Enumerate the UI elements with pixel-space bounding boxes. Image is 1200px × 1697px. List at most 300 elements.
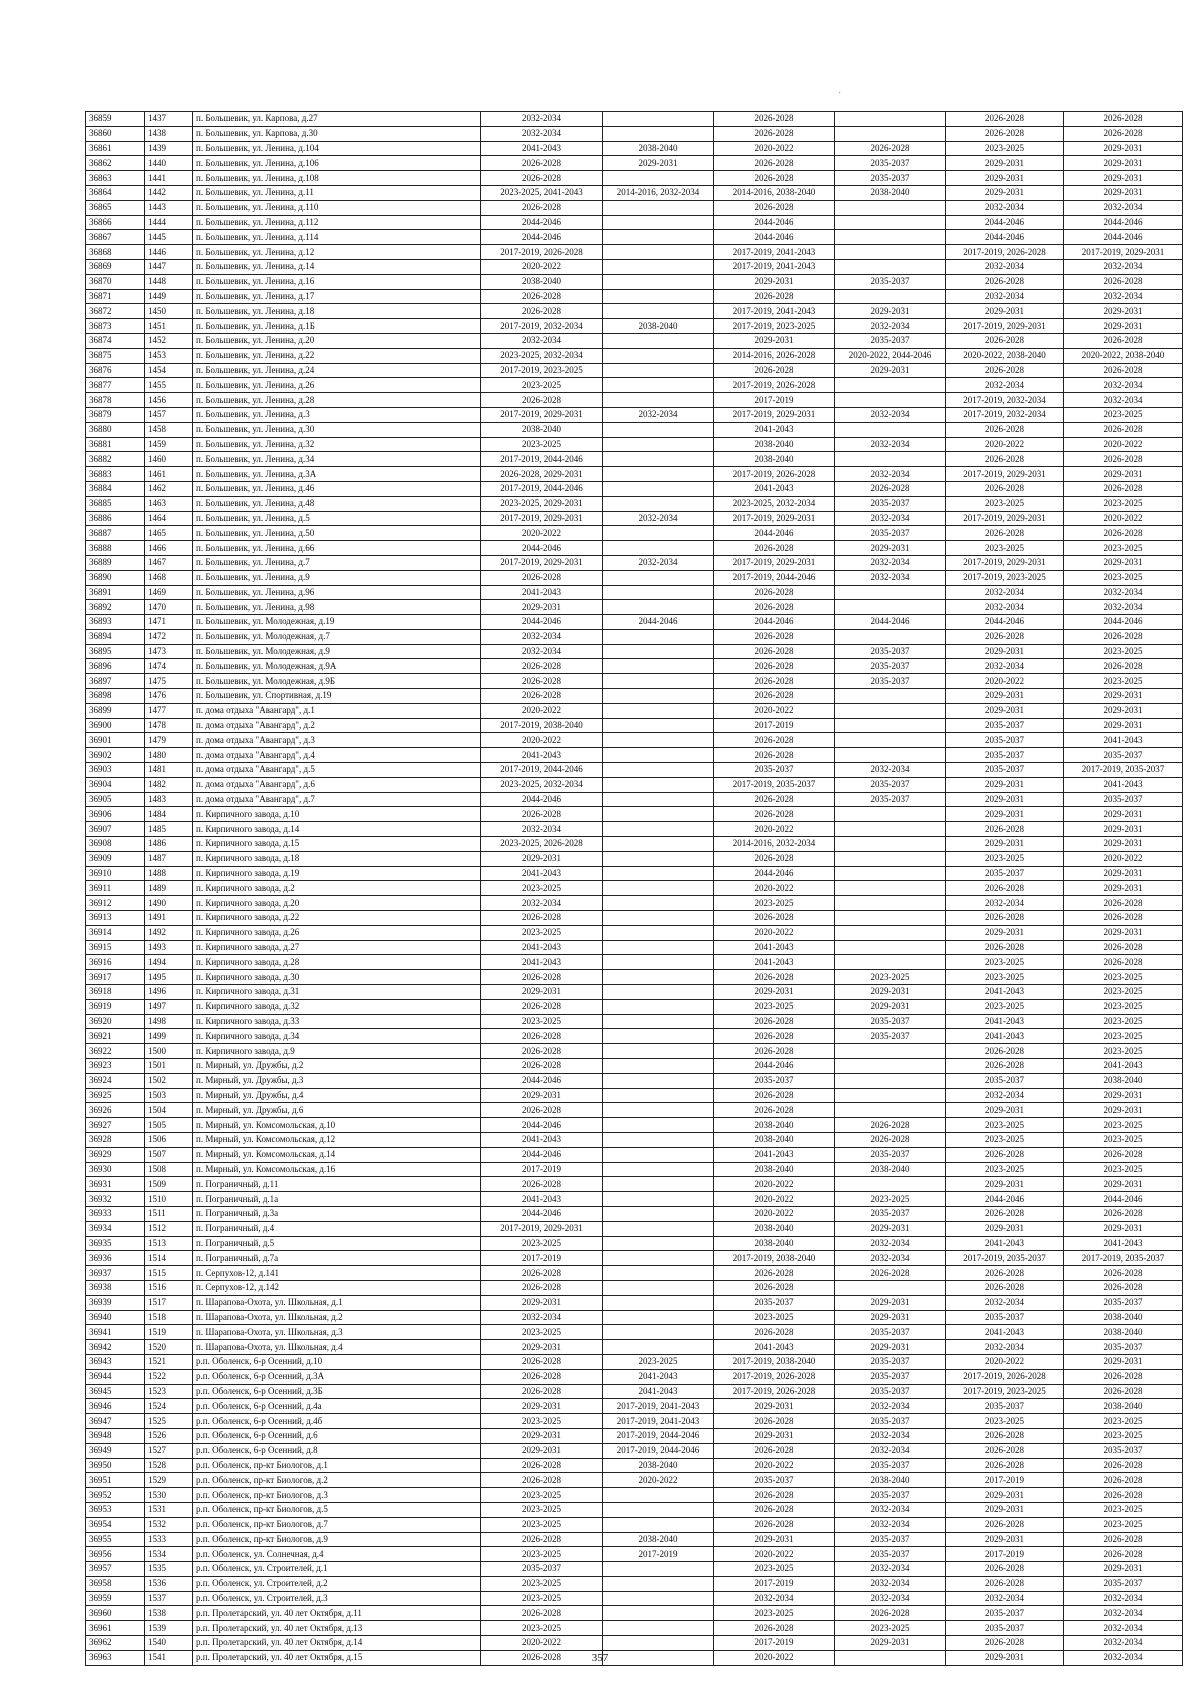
address-cell: п. Большевик, ул. Ленина, д.46 — [193, 481, 481, 496]
period-2-cell — [603, 1162, 714, 1177]
address-cell: п. Большевик, ул. Молодежная, д.7 — [193, 629, 481, 644]
seq-number-cell: 1526 — [145, 1428, 193, 1443]
period-6-cell: 2032-2034 — [1064, 1621, 1183, 1636]
row-id-cell: 36943 — [86, 1354, 145, 1369]
period-6-cell: 2026-2028 — [1064, 955, 1183, 970]
table-row — [86, 1443, 1183, 1458]
period-5-cell: 2023-2025 — [946, 1414, 1064, 1429]
period-1-cell: 2038-2040 — [481, 274, 603, 289]
period-1-cell: 2026-2028 — [481, 156, 603, 171]
table-row — [86, 1103, 1183, 1118]
seq-number-cell: 1511 — [145, 1206, 193, 1221]
seq-number-cell: 1512 — [145, 1221, 193, 1236]
table-row — [86, 615, 1183, 630]
table-row — [86, 911, 1183, 926]
period-2-cell: 2017-2019, 2041-2043 — [603, 1399, 714, 1414]
period-6-cell: 2023-2025 — [1064, 985, 1183, 1000]
period-1-cell: 2020-2022 — [481, 703, 603, 718]
period-1-cell: 2035-2037 — [481, 1562, 603, 1577]
period-5-cell: 2017-2019, 2032-2034 — [946, 407, 1064, 422]
period-1-cell: 2032-2034 — [481, 896, 603, 911]
table-row — [86, 496, 1183, 511]
period-5-cell: 2026-2028 — [946, 363, 1064, 378]
table-row — [86, 1547, 1183, 1562]
period-2-cell — [603, 674, 714, 689]
table-row — [86, 141, 1183, 156]
row-id-cell: 36863 — [86, 171, 145, 186]
period-3-cell: 2020-2022 — [714, 1650, 835, 1665]
seq-number-cell: 1531 — [145, 1502, 193, 1517]
period-3-cell: 2041-2043 — [714, 422, 835, 437]
table-row — [86, 274, 1183, 289]
period-1-cell: 2023-2025 — [481, 1576, 603, 1591]
period-6-cell: 2026-2028 — [1064, 363, 1183, 378]
row-id-cell: 36888 — [86, 541, 145, 556]
period-4-cell — [835, 955, 946, 970]
table-row — [86, 866, 1183, 881]
period-5-cell: 2023-2025 — [946, 1162, 1064, 1177]
table-row — [86, 807, 1183, 822]
period-6-cell: 2023-2025 — [1064, 496, 1183, 511]
seq-number-cell: 1520 — [145, 1340, 193, 1355]
row-id-cell: 36890 — [86, 570, 145, 585]
period-6-cell: 2029-2031 — [1064, 866, 1183, 881]
period-1-cell: 2026-2028 — [481, 1532, 603, 1547]
period-1-cell: 2023-2025 — [481, 1621, 603, 1636]
period-3-cell: 2038-2040 — [714, 452, 835, 467]
period-5-cell: 2029-2031 — [946, 792, 1064, 807]
table-row — [86, 733, 1183, 748]
address-cell: п. Большевик, ул. Ленина, д.18 — [193, 304, 481, 319]
period-6-cell: 2032-2034 — [1064, 1636, 1183, 1651]
table-row — [86, 703, 1183, 718]
period-4-cell: 2032-2034 — [835, 1576, 946, 1591]
period-1-cell: 2017-2019, 2038-2040 — [481, 718, 603, 733]
table-row — [86, 1014, 1183, 1029]
address-cell: п. Шарапова-Охота, ул. Школьная, д.3 — [193, 1325, 481, 1340]
period-4-cell: 2029-2031 — [835, 1636, 946, 1651]
period-2-cell — [603, 526, 714, 541]
period-6-cell: 2029-2031 — [1064, 304, 1183, 319]
period-3-cell: 2020-2022 — [714, 141, 835, 156]
period-6-cell: 2020-2022, 2038-2040 — [1064, 348, 1183, 363]
row-id-cell: 36887 — [86, 526, 145, 541]
seq-number-cell: 1489 — [145, 881, 193, 896]
period-4-cell: 2032-2034 — [835, 319, 946, 334]
period-6-cell: 2026-2028 — [1064, 1369, 1183, 1384]
seq-number-cell: 1522 — [145, 1369, 193, 1384]
period-2-cell: 2044-2046 — [603, 615, 714, 630]
period-5-cell: 2026-2028 — [946, 1059, 1064, 1074]
period-3-cell: 2020-2022 — [714, 925, 835, 940]
period-1-cell: 2029-2031 — [481, 600, 603, 615]
period-5-cell: 2026-2028 — [946, 126, 1064, 141]
period-1-cell: 2017-2019, 2029-2031 — [481, 1221, 603, 1236]
period-4-cell: 2029-2031 — [835, 304, 946, 319]
period-6-cell: 2032-2034 — [1064, 200, 1183, 215]
period-4-cell: 2026-2028 — [835, 481, 946, 496]
period-2-cell — [603, 171, 714, 186]
row-id-cell: 36941 — [86, 1325, 145, 1340]
period-5-cell: 2026-2028 — [946, 881, 1064, 896]
row-id-cell: 36915 — [86, 940, 145, 955]
period-6-cell: 2044-2046 — [1064, 1192, 1183, 1207]
period-1-cell: 2044-2046 — [481, 1206, 603, 1221]
period-4-cell: 2035-2037 — [835, 1547, 946, 1562]
period-3-cell: 2017-2019, 2026-2028 — [714, 467, 835, 482]
seq-number-cell: 1541 — [145, 1650, 193, 1665]
period-5-cell: 2026-2028 — [946, 274, 1064, 289]
period-6-cell: 2029-2031 — [1064, 185, 1183, 200]
period-1-cell: 2044-2046 — [481, 615, 603, 630]
period-6-cell: 2041-2043 — [1064, 1236, 1183, 1251]
seq-number-cell: 1507 — [145, 1147, 193, 1162]
period-1-cell: 2023-2025, 2032-2034 — [481, 348, 603, 363]
period-4-cell: 2032-2034 — [835, 570, 946, 585]
period-2-cell — [603, 1221, 714, 1236]
period-1-cell: 2023-2025 — [481, 378, 603, 393]
period-2-cell: 2017-2019, 2041-2043 — [603, 1414, 714, 1429]
period-6-cell: 2038-2040 — [1064, 1399, 1183, 1414]
period-6-cell: 2026-2028 — [1064, 1206, 1183, 1221]
seq-number-cell: 1503 — [145, 1088, 193, 1103]
seq-number-cell: 1448 — [145, 274, 193, 289]
table-row — [86, 171, 1183, 186]
period-4-cell: 2035-2037 — [835, 274, 946, 289]
row-id-cell: 36860 — [86, 126, 145, 141]
address-cell: п. Большевик, ул. Ленина, д.96 — [193, 585, 481, 600]
period-2-cell: 2017-2019 — [603, 1547, 714, 1562]
period-4-cell — [835, 807, 946, 822]
period-3-cell: 2017-2019, 2026-2028 — [714, 378, 835, 393]
seq-number-cell: 1438 — [145, 126, 193, 141]
row-id-cell: 36923 — [86, 1059, 145, 1074]
period-1-cell: 2026-2028 — [481, 1177, 603, 1192]
period-5-cell: 2026-2028 — [946, 1443, 1064, 1458]
period-2-cell — [603, 1591, 714, 1606]
row-id-cell: 36918 — [86, 985, 145, 1000]
seq-number-cell: 1462 — [145, 481, 193, 496]
table-row — [86, 822, 1183, 837]
period-3-cell: 2035-2037 — [714, 1073, 835, 1088]
period-6-cell: 2023-2025 — [1064, 1014, 1183, 1029]
period-5-cell: 2026-2028 — [946, 422, 1064, 437]
address-cell: п. Мирный, ул. Комсомольская, д.16 — [193, 1162, 481, 1177]
row-id-cell: 36952 — [86, 1488, 145, 1503]
period-5-cell: 2029-2031 — [946, 837, 1064, 852]
seq-number-cell: 1457 — [145, 407, 193, 422]
period-6-cell: 2029-2031 — [1064, 1177, 1183, 1192]
period-1-cell: 2044-2046 — [481, 1147, 603, 1162]
period-3-cell: 2026-2028 — [714, 1280, 835, 1295]
period-5-cell: 2026-2028 — [946, 1280, 1064, 1295]
table-row — [86, 1029, 1183, 1044]
period-5-cell: 2041-2043 — [946, 1236, 1064, 1251]
period-2-cell — [603, 481, 714, 496]
row-id-cell: 36950 — [86, 1458, 145, 1473]
row-id-cell: 36962 — [86, 1636, 145, 1651]
period-4-cell — [835, 112, 946, 127]
row-id-cell: 36872 — [86, 304, 145, 319]
seq-number-cell: 1496 — [145, 985, 193, 1000]
period-1-cell: 2023-2025, 2026-2028 — [481, 837, 603, 852]
period-6-cell: 2035-2037 — [1064, 748, 1183, 763]
period-1-cell: 2026-2028 — [481, 1369, 603, 1384]
row-id-cell: 36951 — [86, 1473, 145, 1488]
address-cell: п. Кирпичного завода, д.19 — [193, 866, 481, 881]
period-6-cell: 2029-2031 — [1064, 925, 1183, 940]
seq-number-cell: 1460 — [145, 452, 193, 467]
period-4-cell: 2038-2040 — [835, 1473, 946, 1488]
period-6-cell: 2020-2022 — [1064, 437, 1183, 452]
table-row — [86, 304, 1183, 319]
period-5-cell: 2026-2028 — [946, 940, 1064, 955]
period-6-cell: 2026-2028 — [1064, 333, 1183, 348]
period-1-cell: 2029-2031 — [481, 985, 603, 1000]
period-4-cell: 2044-2046 — [835, 615, 946, 630]
period-1-cell: 2026-2028 — [481, 1029, 603, 1044]
period-5-cell: 2029-2031 — [946, 703, 1064, 718]
row-id-cell: 36894 — [86, 629, 145, 644]
seq-number-cell: 1463 — [145, 496, 193, 511]
period-4-cell: 2035-2037 — [835, 1532, 946, 1547]
seq-number-cell: 1477 — [145, 703, 193, 718]
period-6-cell: 2035-2037 — [1064, 1340, 1183, 1355]
period-5-cell: 2020-2022 — [946, 437, 1064, 452]
row-id-cell: 36874 — [86, 333, 145, 348]
row-id-cell: 36900 — [86, 718, 145, 733]
seq-number-cell: 1518 — [145, 1310, 193, 1325]
period-4-cell — [835, 837, 946, 852]
period-3-cell: 2026-2028 — [714, 851, 835, 866]
period-5-cell: 2029-2031 — [946, 1532, 1064, 1547]
period-6-cell: 2029-2031 — [1064, 822, 1183, 837]
address-cell: р.п. Пролетарский, ул. 40 лет Октября, д.14 — [193, 1636, 481, 1651]
period-2-cell: 2038-2040 — [603, 1458, 714, 1473]
period-5-cell: 2023-2025 — [946, 541, 1064, 556]
table-row — [86, 422, 1183, 437]
period-3-cell: 2026-2028 — [714, 748, 835, 763]
period-3-cell: 2026-2028 — [714, 1517, 835, 1532]
period-6-cell: 2026-2028 — [1064, 1384, 1183, 1399]
period-1-cell: 2044-2046 — [481, 215, 603, 230]
address-cell: п. Большевик, ул. Ленина, д.26 — [193, 378, 481, 393]
table-row — [86, 1236, 1183, 1251]
period-6-cell: 2026-2028 — [1064, 911, 1183, 926]
table-row — [86, 348, 1183, 363]
period-1-cell: 2032-2034 — [481, 126, 603, 141]
table-row — [86, 1576, 1183, 1591]
period-1-cell: 2017-2019, 2029-2031 — [481, 555, 603, 570]
period-5-cell: 2026-2028 — [946, 1517, 1064, 1532]
period-4-cell — [835, 925, 946, 940]
period-5-cell: 2026-2028 — [946, 1636, 1064, 1651]
period-1-cell: 2023-2025 — [481, 1414, 603, 1429]
row-id-cell: 36907 — [86, 822, 145, 837]
period-2-cell — [603, 1576, 714, 1591]
period-3-cell: 2026-2028 — [714, 1266, 835, 1281]
period-6-cell: 2023-2025 — [1064, 570, 1183, 585]
period-6-cell: 2035-2037 — [1064, 792, 1183, 807]
period-3-cell: 2017-2019, 2026-2028 — [714, 1384, 835, 1399]
seq-number-cell: 1529 — [145, 1473, 193, 1488]
seq-number-cell: 1454 — [145, 363, 193, 378]
period-3-cell: 2023-2025 — [714, 1310, 835, 1325]
seq-number-cell: 1493 — [145, 940, 193, 955]
period-4-cell: 2032-2034 — [835, 1562, 946, 1577]
period-3-cell: 2020-2022 — [714, 1547, 835, 1562]
period-3-cell: 2026-2028 — [714, 585, 835, 600]
address-cell: п. Большевик, ул. Ленина, д.30 — [193, 422, 481, 437]
period-3-cell: 2026-2028 — [714, 659, 835, 674]
period-2-cell — [603, 777, 714, 792]
period-3-cell: 2026-2028 — [714, 629, 835, 644]
table-row — [86, 1325, 1183, 1340]
period-4-cell — [835, 600, 946, 615]
period-5-cell: 2035-2037 — [946, 866, 1064, 881]
period-1-cell: 2026-2028 — [481, 807, 603, 822]
address-cell: п. дома отдыха "Авангард", д.2 — [193, 718, 481, 733]
period-4-cell — [835, 822, 946, 837]
period-1-cell: 2029-2031 — [481, 1295, 603, 1310]
seq-number-cell: 1506 — [145, 1132, 193, 1147]
period-2-cell: 2017-2019, 2044-2046 — [603, 1443, 714, 1458]
period-1-cell: 2026-2028 — [481, 200, 603, 215]
seq-number-cell: 1443 — [145, 200, 193, 215]
period-3-cell: 2026-2028 — [714, 1621, 835, 1636]
period-4-cell: 2038-2040 — [835, 185, 946, 200]
period-1-cell: 2026-2028 — [481, 171, 603, 186]
seq-number-cell: 1537 — [145, 1591, 193, 1606]
address-cell: п. Кирпичного завода, д.10 — [193, 807, 481, 822]
seq-number-cell: 1439 — [145, 141, 193, 156]
row-id-cell: 36867 — [86, 230, 145, 245]
row-id-cell: 36938 — [86, 1280, 145, 1295]
period-6-cell: 2029-2031 — [1064, 1354, 1183, 1369]
period-6-cell: 2041-2043 — [1064, 777, 1183, 792]
period-2-cell — [603, 1236, 714, 1251]
period-3-cell: 2026-2028 — [714, 644, 835, 659]
seq-number-cell: 1453 — [145, 348, 193, 363]
period-3-cell: 2020-2022 — [714, 822, 835, 837]
table-row — [86, 1621, 1183, 1636]
period-2-cell — [603, 1073, 714, 1088]
period-4-cell: 2035-2037 — [835, 333, 946, 348]
period-2-cell — [603, 1059, 714, 1074]
period-6-cell: 2032-2034 — [1064, 1606, 1183, 1621]
period-1-cell: 2026-2028, 2029-2031 — [481, 467, 603, 482]
period-6-cell: 2035-2037 — [1064, 1295, 1183, 1310]
period-4-cell: 2032-2034 — [835, 1502, 946, 1517]
period-3-cell: 2026-2028 — [714, 171, 835, 186]
period-1-cell: 2044-2046 — [481, 541, 603, 556]
period-6-cell: 2017-2019, 2035-2037 — [1064, 1251, 1183, 1266]
seq-number-cell: 1500 — [145, 1044, 193, 1059]
address-cell: п. Большевик, ул. Ленина, д.14 — [193, 259, 481, 274]
period-2-cell — [603, 437, 714, 452]
address-cell: п. Большевик, ул. Карпова, д.30 — [193, 126, 481, 141]
period-5-cell: 2044-2046 — [946, 1192, 1064, 1207]
period-3-cell: 2026-2028 — [714, 689, 835, 704]
seq-number-cell: 1536 — [145, 1576, 193, 1591]
address-cell: р.п. Пролетарский, ул. 40 лет Октября, д.11 — [193, 1606, 481, 1621]
row-id-cell: 36920 — [86, 1014, 145, 1029]
period-3-cell: 2020-2022 — [714, 881, 835, 896]
period-2-cell — [603, 1251, 714, 1266]
row-id-cell: 36881 — [86, 437, 145, 452]
period-5-cell: 2026-2028 — [946, 112, 1064, 127]
period-1-cell: 2023-2025 — [481, 1488, 603, 1503]
period-3-cell: 2017-2019, 2029-2031 — [714, 407, 835, 422]
period-1-cell: 2026-2028 — [481, 289, 603, 304]
table-row — [86, 452, 1183, 467]
period-2-cell — [603, 1192, 714, 1207]
period-4-cell: 2035-2037 — [835, 171, 946, 186]
address-cell: п. Кирпичного завода, д.9 — [193, 1044, 481, 1059]
address-cell: п. Мирный, ул. Комсомольская, д.12 — [193, 1132, 481, 1147]
address-cell: п. Кирпичного завода, д.2 — [193, 881, 481, 896]
seq-number-cell: 1516 — [145, 1280, 193, 1295]
row-id-cell: 36959 — [86, 1591, 145, 1606]
period-6-cell: 2026-2028 — [1064, 659, 1183, 674]
period-5-cell: 2029-2031 — [946, 156, 1064, 171]
period-5-cell: 2023-2025 — [946, 1132, 1064, 1147]
address-cell: п. Шарапова-Охота, ул. Школьная, д.2 — [193, 1310, 481, 1325]
period-1-cell: 2026-2028 — [481, 1473, 603, 1488]
address-cell: р.п. Оболенск, пр-кт Биологов, д.3 — [193, 1488, 481, 1503]
period-6-cell: 2035-2037 — [1064, 1576, 1183, 1591]
row-id-cell: 36927 — [86, 1118, 145, 1133]
row-id-cell: 36916 — [86, 955, 145, 970]
row-id-cell: 36903 — [86, 763, 145, 778]
period-4-cell: 2029-2031 — [835, 999, 946, 1014]
period-6-cell: 2029-2031 — [1064, 1221, 1183, 1236]
address-cell: п. Пограничный, д.1а — [193, 1192, 481, 1207]
period-4-cell: 2035-2037 — [835, 1206, 946, 1221]
period-6-cell: 2020-2022 — [1064, 851, 1183, 866]
period-3-cell: 2035-2037 — [714, 763, 835, 778]
period-1-cell: 2029-2031 — [481, 1399, 603, 1414]
row-id-cell: 36946 — [86, 1399, 145, 1414]
period-2-cell: 2023-2025 — [603, 1354, 714, 1369]
table-row — [86, 999, 1183, 1014]
row-id-cell: 36934 — [86, 1221, 145, 1236]
period-3-cell: 2026-2028 — [714, 289, 835, 304]
address-cell: р.п. Оболенск, пр-кт Биологов, д.2 — [193, 1473, 481, 1488]
period-5-cell: 2017-2019, 2023-2025 — [946, 1384, 1064, 1399]
period-1-cell: 2026-2028 — [481, 1606, 603, 1621]
period-5-cell: 2041-2043 — [946, 1029, 1064, 1044]
seq-number-cell: 1484 — [145, 807, 193, 822]
period-2-cell — [603, 940, 714, 955]
period-6-cell: 2029-2031 — [1064, 881, 1183, 896]
seq-number-cell: 1532 — [145, 1517, 193, 1532]
period-6-cell: 2017-2019, 2029-2031 — [1064, 245, 1183, 260]
period-1-cell: 2017-2019, 2029-2031 — [481, 511, 603, 526]
row-id-cell: 36925 — [86, 1088, 145, 1103]
row-id-cell: 36891 — [86, 585, 145, 600]
period-4-cell: 2035-2037 — [835, 1325, 946, 1340]
address-cell: п. Большевик, ул. Ленина, д.11 — [193, 185, 481, 200]
period-5-cell: 2041-2043 — [946, 1325, 1064, 1340]
seq-number-cell: 1519 — [145, 1325, 193, 1340]
repair-schedule-table — [85, 111, 1183, 1666]
address-cell: п. Большевик, ул. Ленина, д.104 — [193, 141, 481, 156]
period-6-cell: 2026-2028 — [1064, 274, 1183, 289]
period-6-cell: 2026-2028 — [1064, 1532, 1183, 1547]
seq-number-cell: 1449 — [145, 289, 193, 304]
period-5-cell: 2029-2031 — [946, 171, 1064, 186]
